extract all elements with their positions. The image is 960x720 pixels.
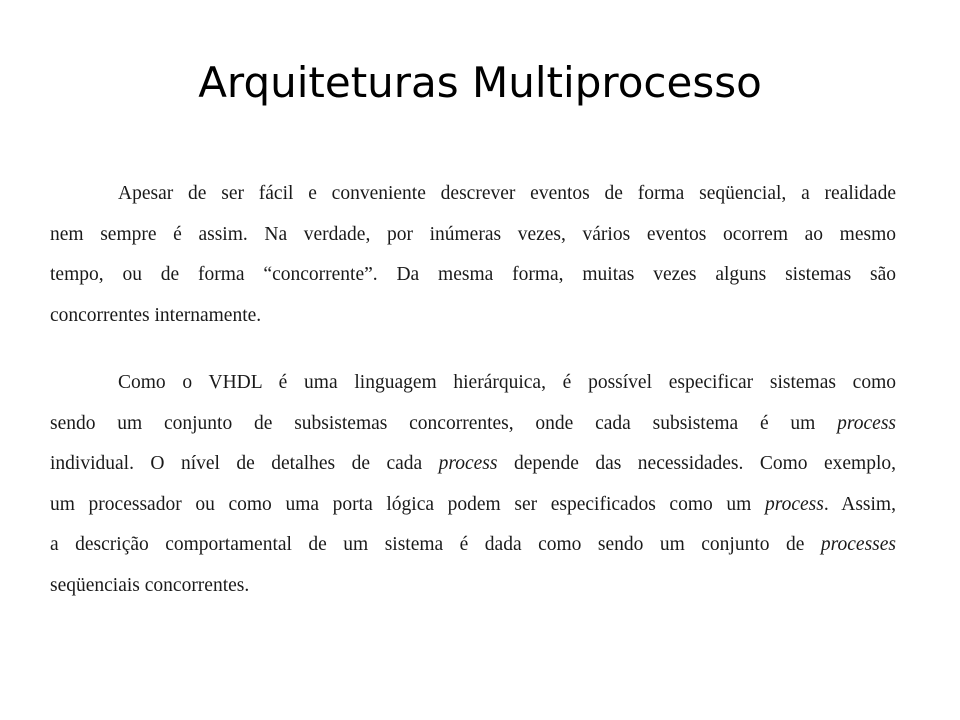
italic-term: process	[837, 412, 896, 434]
text-segment: Como o VHDL é uma linguagem hierárquica, é possível especificar sistemas como	[118, 372, 896, 393]
italic-term: process	[438, 453, 498, 474]
text-line: Apesar de ser fácil e conveniente descrever eventos de forma seqüencial, a realidade	[118, 183, 896, 204]
text-line: tempo, ou de forma “concorrente”. Da mesma forma, muitas vezes alguns sistemas são	[50, 264, 896, 285]
text-segment: depende das necessidades. Como exemplo,	[497, 453, 896, 474]
scanned-text-excerpt	[50, 174, 896, 606]
italic-term: process	[764, 493, 824, 515]
text-line	[50, 444, 896, 485]
text-line	[50, 485, 896, 526]
text-line: nem sempre é assim. Na verdade, por inúmeras vezes, vários eventos ocorrem ao mesmo	[50, 223, 896, 245]
text-segment: a descrição comportamental de um sistema é dada como sendo um conjunto de	[50, 534, 821, 555]
text-segment: seqüenciais concorrentes.	[50, 574, 250, 596]
text-line: concorrentes internamente.	[50, 304, 262, 326]
italic-term: processes	[820, 534, 896, 555]
text-segment: um processador ou como uma porta lógica podem ser especificados como um	[50, 493, 765, 515]
text-line	[50, 566, 896, 607]
text-line	[50, 404, 896, 445]
paragraph-gap	[118, 336, 896, 363]
slide-title: Arquiteturas Multiprocesso	[198, 58, 762, 107]
text-segment: individual. O nível de detalhes de cada	[50, 453, 439, 474]
text-segment: . Assim,	[823, 493, 896, 515]
text-line	[50, 525, 896, 566]
text-line	[118, 363, 896, 404]
text-segment: sendo um conjunto de subsistemas concorrentes, onde cada subsistema é um	[50, 412, 838, 434]
